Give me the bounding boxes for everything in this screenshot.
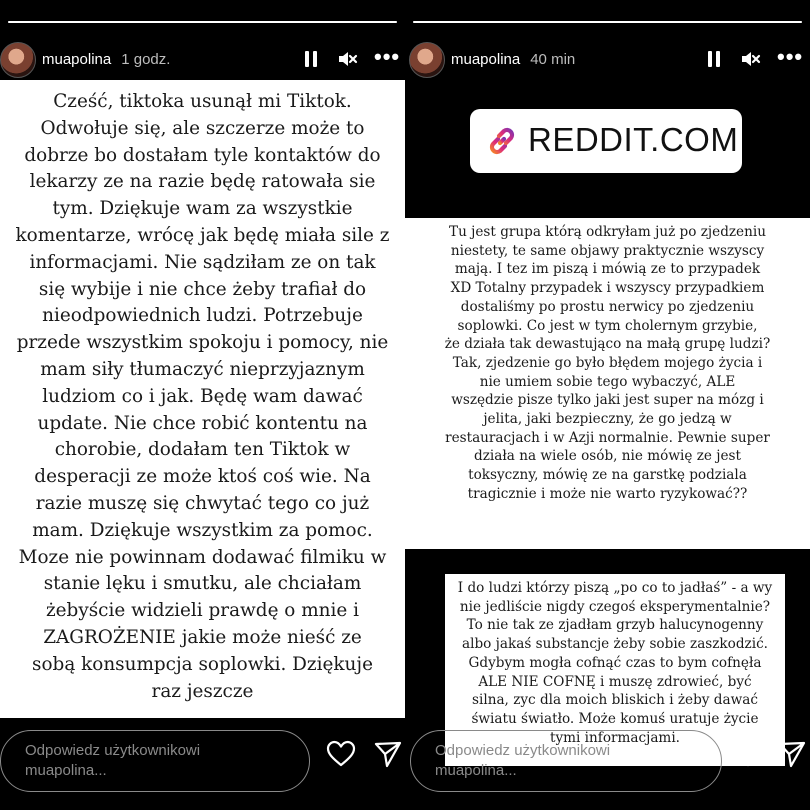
more-options-icon[interactable]: ••• bbox=[374, 44, 401, 69]
text-line: sobą konsumpcja soplowki. Dziękuje bbox=[32, 653, 373, 675]
text-line: stanie lęku i smutku, ale chciałam bbox=[43, 573, 362, 595]
text-line: nie jedliście nigdy czegoś eksperymentalnie? bbox=[459, 598, 771, 615]
text-line: I do ludzi którzy piszą „po co to jadłaś” - a wy bbox=[457, 580, 773, 596]
story-progress-fill bbox=[413, 21, 802, 23]
text-line: razie muszę się chwytać tego co już bbox=[35, 492, 370, 514]
mute-icon[interactable] bbox=[336, 48, 358, 70]
more-options-icon[interactable]: ••• bbox=[777, 44, 804, 69]
text-line: To nie tak ze zjadłam grzyb halucynogenny bbox=[466, 617, 764, 634]
link-icon bbox=[484, 123, 520, 159]
username[interactable]: muapolina bbox=[42, 51, 112, 68]
text-line: raz jeszcze bbox=[151, 680, 254, 702]
reply-placeholder: Odpowiedz użytkownikowi muapolina... bbox=[25, 742, 201, 779]
story-text-panel bbox=[0, 80, 405, 718]
text-line: Cześć, tiktoka usunął mi Tiktok. bbox=[53, 91, 352, 112]
reply-placeholder: Odpowiedz użytkownikowi muapolina... bbox=[435, 742, 611, 779]
heart-icon[interactable] bbox=[326, 739, 356, 769]
text-line: nieodpowiednich ludzi. Potrzebuje bbox=[42, 305, 363, 327]
text-line: jelita, jaki bezpieczny, że go jedzą w bbox=[483, 411, 732, 428]
text-line: dobrze bo dostałam tyle kontaktów do bbox=[24, 144, 381, 166]
link-sticker-label[interactable]: REDDIT.COM bbox=[528, 121, 739, 158]
pause-icon[interactable] bbox=[300, 48, 322, 70]
text-line: desperacji ze może ktoś coś wie. Na bbox=[34, 466, 371, 488]
text-line: albo jakaś substancje żeby sobie zaszkodzić. bbox=[462, 636, 768, 653]
username-row[interactable] bbox=[451, 51, 575, 68]
story-text-panel bbox=[405, 218, 810, 549]
text-line: się wybije i nie chce żeby trafiał do bbox=[38, 278, 367, 300]
text-line: ludziom co i jak. Będę wam dawać bbox=[42, 385, 363, 407]
text-line: wszędzie pisze tylko jaki jest super na mózg i bbox=[451, 392, 764, 409]
text-line: przede wszystkim spokoju i pomocy, nie bbox=[16, 332, 389, 354]
text-line: tym. Dziękuje wam za wszystkie bbox=[52, 198, 353, 220]
reply-input[interactable] bbox=[0, 730, 310, 792]
text-line: tymi informacjami. bbox=[549, 729, 680, 746]
text-line: Tak, zjedzenie go było błędem mojego życia i bbox=[452, 354, 763, 371]
mute-icon[interactable] bbox=[739, 48, 761, 70]
post-time: 1 godz. bbox=[121, 51, 171, 68]
heart-icon[interactable] bbox=[733, 739, 763, 769]
text-line: Gdybym mogła cofnąć czas to bym cofnęła bbox=[468, 654, 762, 671]
post-time: 40 min bbox=[530, 51, 576, 68]
text-line: update. Nie chce robić kontentu na bbox=[37, 412, 368, 434]
story-right bbox=[405, 0, 810, 810]
text-line: niestety, te same objawy praktycznie wszyscy bbox=[450, 242, 765, 259]
avatar[interactable] bbox=[0, 42, 36, 78]
text-line: Odwołuje się, ale szczerze może to bbox=[40, 117, 365, 139]
text-line: mam. Dziękuje wszystkim za pomoc. bbox=[32, 519, 373, 541]
text-line: chorobie, dodałam ten Tiktok w bbox=[54, 439, 351, 461]
text-line: mam siły tłumaczyć nieprzyjaznym bbox=[40, 358, 365, 380]
text-line: żebyście widzieli prawdę o mnie i bbox=[45, 600, 359, 622]
text-line: tragicznie i może nie warto ryzykować?? bbox=[467, 485, 748, 502]
username-row[interactable] bbox=[42, 51, 170, 68]
text-line: informacjami. Nie sądziłam ze on tak bbox=[29, 251, 376, 273]
text-line: światu światło. Może komuś uratuje życie bbox=[471, 710, 759, 727]
link-sticker[interactable] bbox=[470, 109, 742, 173]
username[interactable]: muapolina bbox=[451, 51, 521, 68]
text-line: dostaliśmy po prostu nerwicy po zjedzeniu bbox=[460, 298, 755, 315]
text-line: restauracjach i w Azji normalnie. Pewnie super bbox=[445, 429, 770, 446]
text-line: soplowki. Co jest w tym cholernym grzybie, bbox=[457, 317, 758, 334]
text-line: ZAGROŻENIE jakie może nieść ze bbox=[43, 626, 362, 648]
story-progress-bar bbox=[8, 21, 397, 23]
pause-icon[interactable] bbox=[703, 48, 725, 70]
reply-input[interactable] bbox=[410, 730, 722, 792]
story-progress-fill bbox=[8, 21, 397, 23]
avatar[interactable] bbox=[409, 42, 445, 78]
text-line: Tu jest grupa którą odkryłam już po zjedzeniu bbox=[449, 224, 766, 240]
text-line: mają. I tez im piszą i mówią ze to przypadek bbox=[454, 261, 761, 278]
send-icon[interactable] bbox=[777, 739, 807, 769]
story-header bbox=[405, 40, 810, 80]
text-line: komentarze, wrócę jak będę miała sile z bbox=[15, 224, 390, 246]
text-line: XD Totalny przypadek i wszyscy przypadkiem bbox=[450, 280, 765, 297]
story-header bbox=[0, 40, 405, 80]
text-line: działa na wiele osób, nie mówię ze jest bbox=[474, 448, 741, 465]
text-line: toksyczny, mówię ze na garstkę podziala bbox=[468, 467, 747, 484]
send-icon[interactable] bbox=[373, 739, 403, 769]
text-line: lekarzy ze na razie będę ratowała sie bbox=[29, 171, 376, 193]
text-line: nie umiem sobie tego wybaczyć, ALE bbox=[479, 373, 736, 390]
text-line: silna, zyc dla moich bliskich i żeby dawać bbox=[472, 692, 758, 709]
text-line: ALE NIE COFNĘ i muszę zdrowieć, być bbox=[478, 673, 752, 690]
text-line: Moze nie powinnam dodawać filmiku w bbox=[18, 546, 387, 568]
text-line: że działa tak dewastująco na małą grupę ludzi? bbox=[444, 336, 771, 353]
story-progress-bar bbox=[413, 21, 802, 23]
